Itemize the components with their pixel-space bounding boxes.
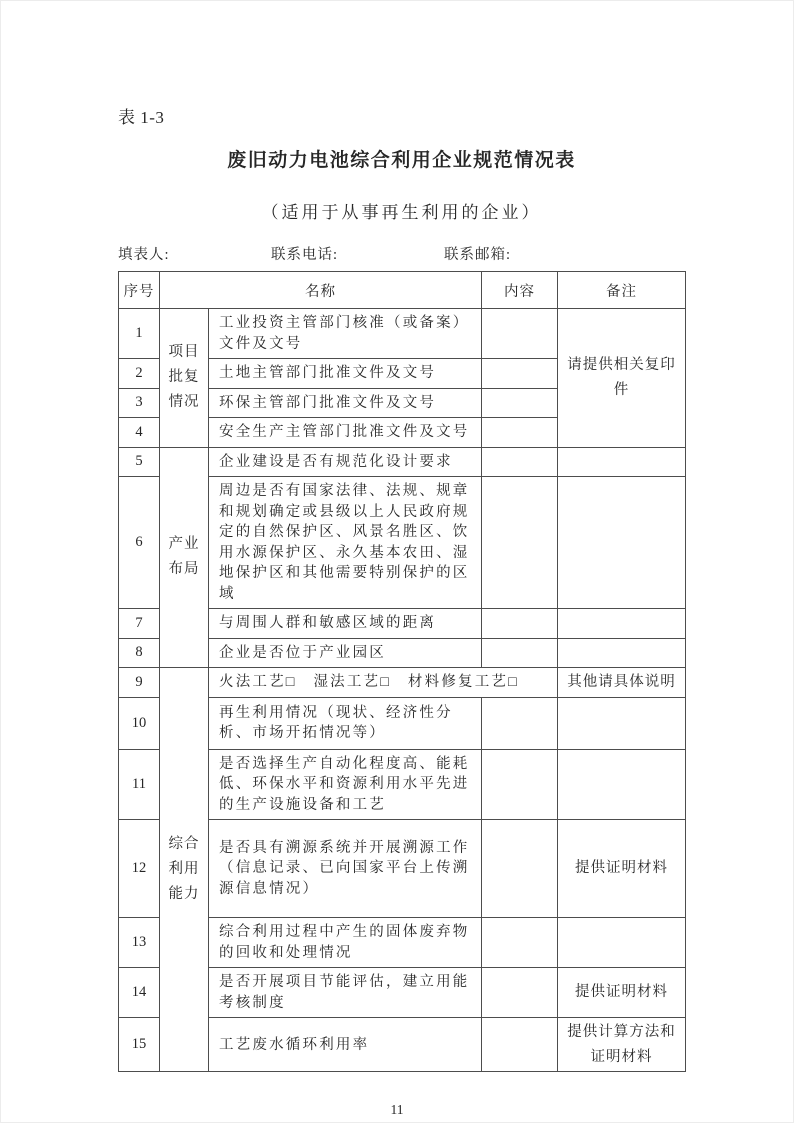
remark-cell: 其他请具体说明: [558, 668, 686, 698]
remark-cell: [558, 477, 686, 609]
seq-cell: 14: [119, 968, 160, 1018]
name-cell: 企业建设是否有规范化设计要求: [209, 447, 482, 477]
name-cell: 与周围人群和敏感区域的距离: [209, 609, 482, 639]
remark-cell: 提供证明材料: [558, 968, 686, 1018]
seq-cell: 15: [119, 1018, 160, 1072]
document-title: 废旧动力电池综合利用企业规范情况表: [227, 150, 576, 171]
content-cell: [482, 749, 558, 820]
content-cell: [482, 918, 558, 968]
header-content: 内容: [482, 272, 558, 309]
group-cell-utilization-capability: [160, 668, 209, 1072]
filler-value: [170, 243, 210, 264]
table-row: [119, 447, 686, 477]
email-label: 联系邮箱:: [444, 247, 512, 263]
group-cell-project-approval: [160, 309, 209, 448]
remark-cell: 提供证明材料: [558, 820, 686, 918]
seq-cell: 6: [119, 477, 160, 609]
content-cell: [482, 638, 558, 668]
seq-cell: 8: [119, 638, 160, 668]
name-cell: 土地主管部门批准文件及文号: [209, 359, 482, 389]
name-cell: 综合利用过程中产生的固体废弃物的回收和处理情况: [209, 918, 482, 968]
remark-cell: [558, 609, 686, 639]
group-label: 项目批复情况: [168, 343, 200, 411]
page-number: 11: [390, 1102, 404, 1118]
form-header-line: [118, 243, 685, 264]
phone-label: 联系电话:: [271, 247, 339, 263]
remark-cell: [558, 918, 686, 968]
content-cell: [482, 697, 558, 749]
content-cell: [482, 388, 558, 418]
compliance-table: [118, 271, 686, 1072]
remark-cell: [558, 638, 686, 668]
content-cell: [482, 418, 558, 448]
name-cell: 是否开展项目节能评估，建立用能考核制度: [209, 968, 482, 1018]
name-cell-process-checkboxes: 火法工艺□ 湿法工艺□ 材料修复工艺□: [209, 668, 558, 698]
content-cell: [482, 609, 558, 639]
remark-cell: [558, 697, 686, 749]
content-cell: [482, 1018, 558, 1072]
group-label: 产业布局: [168, 535, 200, 578]
seq-cell: 1: [119, 309, 160, 359]
name-cell: 安全生产主管部门批准文件及文号: [209, 418, 482, 448]
table-row: [119, 668, 686, 698]
seq-cell: 3: [119, 388, 160, 418]
seq-cell: 9: [119, 668, 160, 698]
seq-cell: 4: [119, 418, 160, 448]
name-cell: 企业是否位于产业园区: [209, 638, 482, 668]
name-cell: 工业投资主管部门核准（或备案）文件及文号: [209, 309, 482, 359]
header-remark: 备注: [558, 272, 686, 309]
group-cell-industry-layout: [160, 447, 209, 668]
remark-cell: [558, 749, 686, 820]
name-cell: 是否选择生产自动化程度高、能耗低、环保水平和资源利用水平先进的生产设施设备和工艺: [209, 749, 482, 820]
document-subtitle: （适用于从事再生利用的企业）: [261, 203, 542, 222]
content-cell: [482, 968, 558, 1018]
content-cell: [482, 309, 558, 359]
seq-cell: 12: [119, 820, 160, 918]
seq-cell: 10: [119, 697, 160, 749]
content-cell: [482, 359, 558, 389]
seq-cell: 11: [119, 749, 160, 820]
phone-value: [338, 243, 378, 264]
remark-cell: 提供计算方法和证明材料: [558, 1018, 686, 1072]
table-label: 表 1-3: [118, 108, 165, 127]
name-cell: 是否具有溯源系统并开展溯源工作（信息记录、已向国家平台上传溯源信息情况）: [209, 820, 482, 918]
filler-label: 填表人:: [118, 247, 170, 263]
seq-cell: 7: [119, 609, 160, 639]
header-seq: 序号: [119, 272, 160, 309]
header-name: 名称: [160, 272, 482, 309]
email-value: [511, 243, 551, 264]
table-row: [119, 309, 686, 359]
content-cell: [482, 447, 558, 477]
content-cell: [482, 820, 558, 918]
remark-cell: [558, 447, 686, 477]
content-cell: [482, 477, 558, 609]
group-label: 综合利用能力: [168, 835, 200, 903]
name-cell: 环保主管部门批准文件及文号: [209, 388, 482, 418]
name-cell: 周边是否有国家法律、法规、规章和规划确定或县级以上人民政府规定的自然保护区、风景名胜区、饮用水源保护区、永久基本农田、湿地保护区和其他需要特别保护的区域: [209, 477, 482, 609]
name-cell: 工艺废水循环利用率: [209, 1018, 482, 1072]
header-row: [119, 272, 686, 309]
name-cell: 再生利用情况（现状、经济性分析、市场开拓情况等）: [209, 697, 482, 749]
seq-cell: 5: [119, 447, 160, 477]
remark-cell-copies: 请提供相关复印件: [558, 309, 686, 448]
seq-cell: 2: [119, 359, 160, 389]
seq-cell: 13: [119, 918, 160, 968]
